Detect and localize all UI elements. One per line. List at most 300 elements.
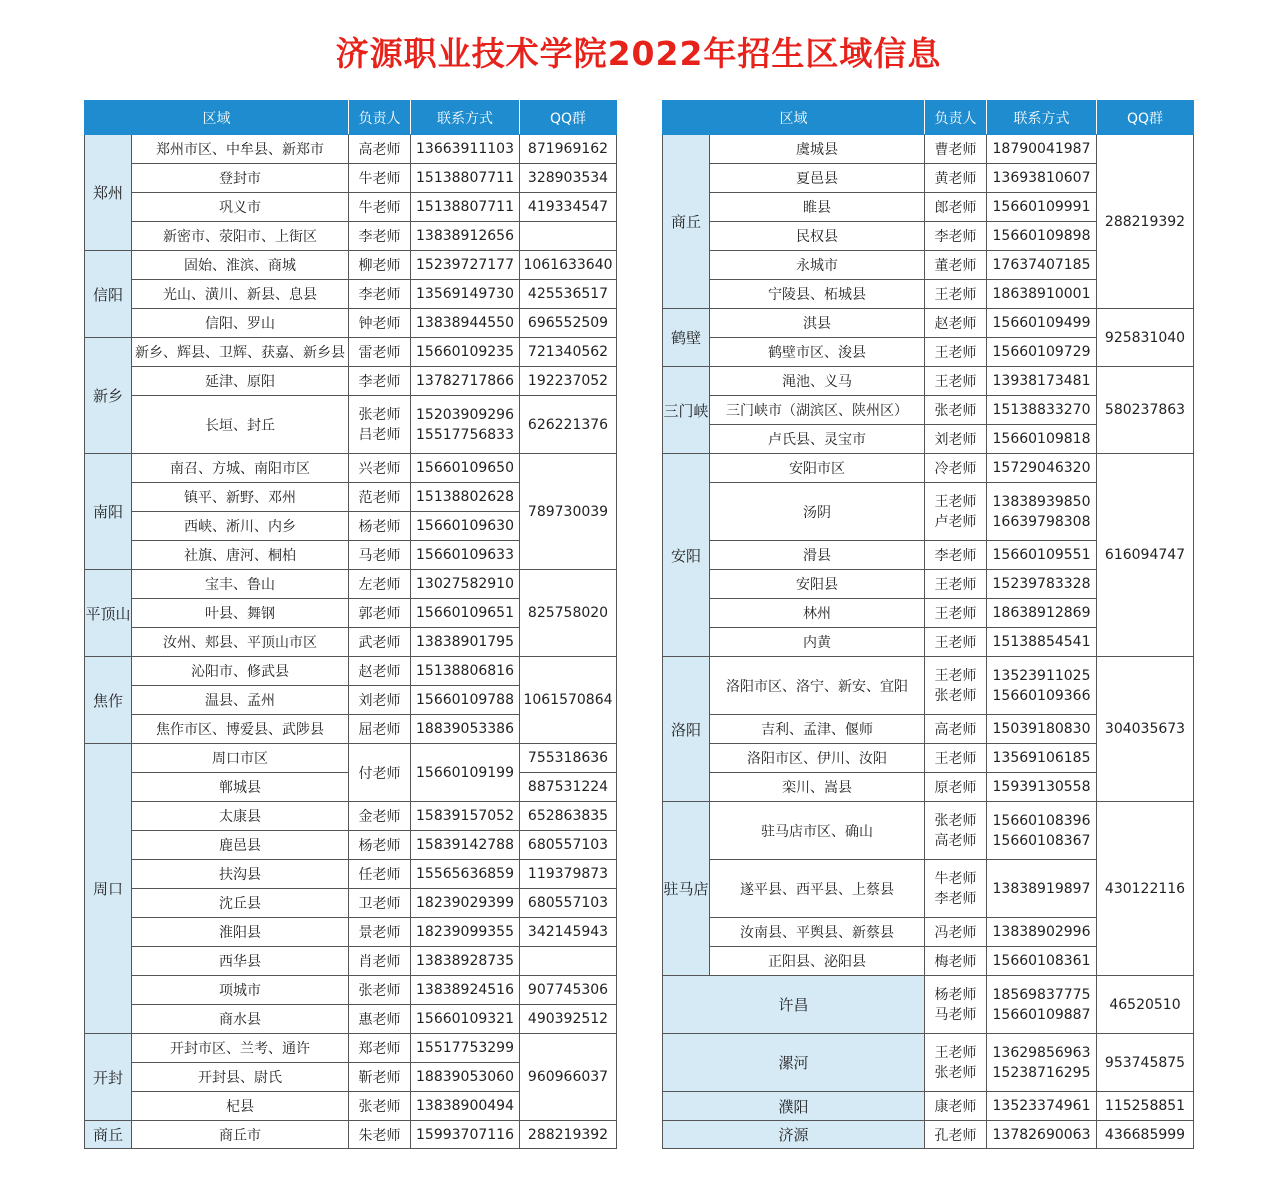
region-cell: 新乡 bbox=[85, 338, 132, 454]
qq-cell: 46520510 bbox=[1097, 976, 1194, 1034]
region-cell: 郑州 bbox=[85, 135, 132, 251]
area-cell: 西华县 bbox=[132, 947, 349, 976]
region-cell: 许昌 bbox=[663, 976, 925, 1034]
area-cell: 宁陵县、柘城县 bbox=[710, 280, 925, 309]
region-cell: 漯河 bbox=[663, 1034, 925, 1092]
phone-line: 16639798308 bbox=[992, 513, 1091, 530]
person-cell: 肖老师 bbox=[349, 947, 411, 976]
header-contact: 联系方式 bbox=[987, 101, 1097, 135]
phone-cell: 15138833270 bbox=[987, 396, 1097, 425]
phone-cell: 13838944550 bbox=[411, 309, 520, 338]
qq-cell: 953745875 bbox=[1097, 1034, 1194, 1092]
qq-cell: 721340562 bbox=[520, 338, 617, 367]
phone-line: 15660109887 bbox=[992, 1006, 1091, 1023]
phone-line: 15660108367 bbox=[992, 832, 1091, 849]
phone-cell bbox=[987, 976, 1097, 1034]
person-cell: 刘老师 bbox=[925, 425, 987, 454]
person-cell: 郭老师 bbox=[349, 599, 411, 628]
person-cell bbox=[925, 860, 987, 918]
person-line: 王老师 bbox=[934, 493, 977, 510]
person-cell: 兴老师 bbox=[349, 454, 411, 483]
phone-cell: 13838919897 bbox=[987, 860, 1097, 918]
qq-cell: 616094747 bbox=[1097, 454, 1194, 657]
phone-cell bbox=[411, 396, 520, 454]
region-cell: 安阳 bbox=[663, 454, 710, 657]
region-cell: 南阳 bbox=[85, 454, 132, 570]
person-cell: 郎老师 bbox=[925, 193, 987, 222]
person-cell: 钟老师 bbox=[349, 309, 411, 338]
qq-cell: 680557103 bbox=[520, 831, 617, 860]
phone-line: 15660108396 bbox=[992, 812, 1091, 829]
qq-cell: 925831040 bbox=[1097, 309, 1194, 367]
phone-cell: 13782690063 bbox=[987, 1121, 1097, 1149]
person-cell: 景老师 bbox=[349, 918, 411, 947]
region-cell: 鹤壁 bbox=[663, 309, 710, 367]
qq-cell: 288219392 bbox=[1097, 135, 1194, 309]
region-cell: 周口 bbox=[85, 744, 132, 1034]
person-cell: 卫老师 bbox=[349, 889, 411, 918]
phone-cell: 18839053386 bbox=[411, 715, 520, 744]
phone-cell: 15660109499 bbox=[987, 309, 1097, 338]
phone-line: 18569837775 bbox=[992, 986, 1091, 1003]
person-cell: 张老师 bbox=[349, 976, 411, 1005]
table-row bbox=[663, 802, 1194, 860]
person-cell: 冯老师 bbox=[925, 918, 987, 947]
phone-line: 13838939850 bbox=[992, 493, 1091, 510]
table-row bbox=[663, 309, 1194, 338]
person-line: 张老师 bbox=[934, 812, 977, 829]
table-row bbox=[85, 1005, 617, 1034]
phone-cell: 15138807711 bbox=[411, 164, 520, 193]
table-row bbox=[85, 657, 617, 686]
area-cell: 淇县 bbox=[710, 309, 925, 338]
qq-cell bbox=[520, 947, 617, 976]
area-cell: 安阳市区 bbox=[710, 454, 925, 483]
person-cell: 武老师 bbox=[349, 628, 411, 657]
person-cell: 李老师 bbox=[349, 367, 411, 396]
table-row bbox=[85, 396, 617, 454]
area-cell: 汝南县、平舆县、新蔡县 bbox=[710, 918, 925, 947]
qq-cell: 430122116 bbox=[1097, 802, 1194, 976]
region-cell: 商丘 bbox=[85, 1121, 132, 1149]
qq-cell: 789730039 bbox=[520, 454, 617, 570]
phone-cell: 15660109898 bbox=[987, 222, 1097, 251]
qq-cell: 288219392 bbox=[520, 1121, 617, 1149]
area-cell: 南召、方城、南阳市区 bbox=[132, 454, 349, 483]
person-line: 吕老师 bbox=[358, 426, 401, 443]
area-cell: 睢县 bbox=[710, 193, 925, 222]
area-cell: 商丘市 bbox=[132, 1121, 349, 1149]
area-cell: 新密市、荥阳市、上街区 bbox=[132, 222, 349, 251]
person-cell: 朱老师 bbox=[349, 1121, 411, 1149]
area-cell: 延津、原阳 bbox=[132, 367, 349, 396]
qq-cell: 119379873 bbox=[520, 860, 617, 889]
qq-cell: 1061633640 bbox=[520, 251, 617, 280]
area-cell: 郑州市区、中牟县、新郑市 bbox=[132, 135, 349, 164]
area-cell: 焦作市区、博爱县、武陟县 bbox=[132, 715, 349, 744]
phone-cell: 15039180830 bbox=[987, 715, 1097, 744]
table-row bbox=[85, 918, 617, 947]
phone-cell bbox=[987, 802, 1097, 860]
phone-cell: 15660109991 bbox=[987, 193, 1097, 222]
person-cell: 李老师 bbox=[925, 541, 987, 570]
region-cell: 平顶山 bbox=[85, 570, 132, 657]
table-row bbox=[85, 222, 617, 251]
qq-cell: 960966037 bbox=[520, 1034, 617, 1121]
table-row bbox=[85, 947, 617, 976]
person-cell: 李老师 bbox=[925, 222, 987, 251]
phone-cell: 15839157052 bbox=[411, 802, 520, 831]
area-cell: 固始、淮滨、商城 bbox=[132, 251, 349, 280]
qq-cell: 192237052 bbox=[520, 367, 617, 396]
person-cell: 杨老师 bbox=[349, 831, 411, 860]
phone-cell: 13838901795 bbox=[411, 628, 520, 657]
area-cell: 永城市 bbox=[710, 251, 925, 280]
area-cell: 驻马店市区、确山 bbox=[710, 802, 925, 860]
person-cell: 靳老师 bbox=[349, 1063, 411, 1092]
person-cell: 王老师 bbox=[925, 744, 987, 773]
person-cell bbox=[925, 802, 987, 860]
area-cell: 杞县 bbox=[132, 1092, 349, 1121]
person-cell: 梅老师 bbox=[925, 947, 987, 976]
phone-line: 13629856963 bbox=[992, 1044, 1091, 1061]
person-line: 李老师 bbox=[934, 890, 977, 907]
table-row bbox=[663, 367, 1194, 396]
phone-cell: 13938173481 bbox=[987, 367, 1097, 396]
qq-cell: 419334547 bbox=[520, 193, 617, 222]
region-cell: 商丘 bbox=[663, 135, 710, 309]
person-cell: 金老师 bbox=[349, 802, 411, 831]
page-title: 济源职业技术学院2022年招生区域信息 bbox=[335, 34, 942, 73]
person-cell: 杨老师 bbox=[349, 512, 411, 541]
person-cell bbox=[925, 1034, 987, 1092]
phone-cell: 15660109729 bbox=[987, 338, 1097, 367]
area-cell: 沁阳市、修武县 bbox=[132, 657, 349, 686]
phone-cell: 13693810607 bbox=[987, 164, 1097, 193]
area-cell: 登封市 bbox=[132, 164, 349, 193]
person-line: 张老师 bbox=[358, 406, 401, 423]
person-cell: 孔老师 bbox=[925, 1121, 987, 1149]
area-cell: 叶县、舞钢 bbox=[132, 599, 349, 628]
person-cell: 王老师 bbox=[925, 367, 987, 396]
header-qq: QQ群 bbox=[520, 101, 617, 135]
person-cell: 牛老师 bbox=[349, 164, 411, 193]
qq-cell: 755318636 bbox=[520, 744, 617, 773]
area-cell: 周口市区 bbox=[132, 744, 349, 773]
header-region: 区域 bbox=[85, 101, 349, 135]
area-cell: 镇平、新野、邓州 bbox=[132, 483, 349, 512]
person-cell: 屈老师 bbox=[349, 715, 411, 744]
phone-cell: 15660109630 bbox=[411, 512, 520, 541]
area-cell: 开封市区、兰考、通许 bbox=[132, 1034, 349, 1063]
region-cell: 驻马店 bbox=[663, 802, 710, 976]
phone-cell: 13523374961 bbox=[987, 1092, 1097, 1121]
phone-cell: 15660109321 bbox=[411, 1005, 520, 1034]
area-cell: 商水县 bbox=[132, 1005, 349, 1034]
phone-cell: 13663911103 bbox=[411, 135, 520, 164]
header-row bbox=[663, 101, 1194, 135]
area-cell: 项城市 bbox=[132, 976, 349, 1005]
area-cell: 内黄 bbox=[710, 628, 925, 657]
phone-cell bbox=[987, 483, 1097, 541]
person-cell bbox=[925, 976, 987, 1034]
phone-cell: 18239099355 bbox=[411, 918, 520, 947]
person-cell: 董老师 bbox=[925, 251, 987, 280]
phone-cell: 18638912869 bbox=[987, 599, 1097, 628]
person-cell: 李老师 bbox=[349, 280, 411, 309]
person-cell: 康老师 bbox=[925, 1092, 987, 1121]
header-region: 区域 bbox=[663, 101, 925, 135]
phone-cell: 15660109199 bbox=[411, 744, 520, 802]
person-cell: 范老师 bbox=[349, 483, 411, 512]
phone-cell: 13838928735 bbox=[411, 947, 520, 976]
person-cell: 刘老师 bbox=[349, 686, 411, 715]
area-cell: 鹤壁市区、浚县 bbox=[710, 338, 925, 367]
region-cell: 信阳 bbox=[85, 251, 132, 338]
phone-cell: 15138807711 bbox=[411, 193, 520, 222]
person-cell: 雷老师 bbox=[349, 338, 411, 367]
person-cell: 郑老师 bbox=[349, 1034, 411, 1063]
phone-cell: 13027582910 bbox=[411, 570, 520, 599]
phone-cell: 17637407185 bbox=[987, 251, 1097, 280]
area-cell: 洛阳市区、伊川、汝阳 bbox=[710, 744, 925, 773]
area-cell: 长垣、封丘 bbox=[132, 396, 349, 454]
person-cell bbox=[925, 657, 987, 715]
phone-cell: 15517753299 bbox=[411, 1034, 520, 1063]
table-row bbox=[85, 889, 617, 918]
qq-cell: 680557103 bbox=[520, 889, 617, 918]
phone-line: 13523911025 bbox=[992, 667, 1091, 684]
phone-cell: 15660109788 bbox=[411, 686, 520, 715]
area-cell: 开封县、尉氏 bbox=[132, 1063, 349, 1092]
area-cell: 栾川、嵩县 bbox=[710, 773, 925, 802]
area-cell: 郸城县 bbox=[132, 773, 349, 802]
person-cell: 柳老师 bbox=[349, 251, 411, 280]
qq-cell: 425536517 bbox=[520, 280, 617, 309]
person-line: 高老师 bbox=[934, 832, 977, 849]
table-row bbox=[663, 657, 1194, 715]
person-cell: 王老师 bbox=[925, 628, 987, 657]
person-cell: 高老师 bbox=[349, 135, 411, 164]
qq-cell: 626221376 bbox=[520, 396, 617, 454]
table-row bbox=[663, 1121, 1194, 1149]
person-cell: 张老师 bbox=[925, 396, 987, 425]
phone-line: 15238716295 bbox=[992, 1064, 1091, 1081]
person-cell: 付老师 bbox=[349, 744, 411, 802]
phone-cell: 15939130558 bbox=[987, 773, 1097, 802]
person-cell: 张老师 bbox=[349, 1092, 411, 1121]
area-cell: 卢氏县、灵宝市 bbox=[710, 425, 925, 454]
phone-cell: 13782717866 bbox=[411, 367, 520, 396]
header-person: 负责人 bbox=[349, 101, 411, 135]
qq-cell: 328903534 bbox=[520, 164, 617, 193]
phone-cell: 18839053060 bbox=[411, 1063, 520, 1092]
area-cell: 鹿邑县 bbox=[132, 831, 349, 860]
qq-cell: 887531224 bbox=[520, 773, 617, 802]
area-cell: 新乡、辉县、卫辉、获嘉、新乡县 bbox=[132, 338, 349, 367]
phone-cell: 15239783328 bbox=[987, 570, 1097, 599]
phone-cell: 15138802628 bbox=[411, 483, 520, 512]
area-cell: 温县、孟州 bbox=[132, 686, 349, 715]
person-line: 王老师 bbox=[934, 667, 977, 684]
person-cell: 牛老师 bbox=[349, 193, 411, 222]
table-row bbox=[85, 454, 617, 483]
phone-cell: 15839142788 bbox=[411, 831, 520, 860]
person-line: 卢老师 bbox=[934, 513, 977, 530]
header-contact: 联系方式 bbox=[411, 101, 520, 135]
phone-cell: 13838912656 bbox=[411, 222, 520, 251]
phone-cell: 15138806816 bbox=[411, 657, 520, 686]
qq-cell: 871969162 bbox=[520, 135, 617, 164]
phone-cell: 13838900494 bbox=[411, 1092, 520, 1121]
person-cell: 赵老师 bbox=[349, 657, 411, 686]
region-cell: 三门峡 bbox=[663, 367, 710, 454]
qq-cell: 696552509 bbox=[520, 309, 617, 338]
qq-cell: 115258851 bbox=[1097, 1092, 1194, 1121]
area-cell: 宝丰、鲁山 bbox=[132, 570, 349, 599]
area-cell: 正阳县、泌阳县 bbox=[710, 947, 925, 976]
qq-cell: 490392512 bbox=[520, 1005, 617, 1034]
header-person: 负责人 bbox=[925, 101, 987, 135]
table-row bbox=[85, 367, 617, 396]
table-row bbox=[663, 454, 1194, 483]
area-cell: 虞城县 bbox=[710, 135, 925, 164]
table-row bbox=[663, 976, 1194, 1034]
right-region-table bbox=[662, 100, 1194, 1149]
qq-cell: 304035673 bbox=[1097, 657, 1194, 802]
phone-cell: 15729046320 bbox=[987, 454, 1097, 483]
qq-cell: 652863835 bbox=[520, 802, 617, 831]
person-cell: 曹老师 bbox=[925, 135, 987, 164]
person-line: 马老师 bbox=[934, 1006, 977, 1023]
header-row bbox=[85, 101, 617, 135]
area-cell: 夏邑县 bbox=[710, 164, 925, 193]
phone-cell: 15660109651 bbox=[411, 599, 520, 628]
area-cell: 太康县 bbox=[132, 802, 349, 831]
person-cell: 王老师 bbox=[925, 338, 987, 367]
area-cell: 三门峡市（湖滨区、陕州区） bbox=[710, 396, 925, 425]
left-region-table bbox=[84, 100, 617, 1149]
region-cell: 濮阳 bbox=[663, 1092, 925, 1121]
phone-cell: 15660109650 bbox=[411, 454, 520, 483]
table-row bbox=[85, 193, 617, 222]
table-row bbox=[85, 164, 617, 193]
area-cell: 汤阴 bbox=[710, 483, 925, 541]
person-cell: 左老师 bbox=[349, 570, 411, 599]
person-line: 杨老师 bbox=[934, 986, 977, 1003]
area-cell: 民权县 bbox=[710, 222, 925, 251]
area-cell: 社旗、唐河、桐柏 bbox=[132, 541, 349, 570]
phone-line: 15203909296 bbox=[416, 406, 514, 423]
table-row bbox=[85, 744, 617, 773]
phone-cell: 15993707116 bbox=[411, 1121, 520, 1149]
table-row bbox=[85, 831, 617, 860]
area-cell: 滑县 bbox=[710, 541, 925, 570]
phone-cell: 18638910001 bbox=[987, 280, 1097, 309]
person-cell: 马老师 bbox=[349, 541, 411, 570]
phone-cell: 15138854541 bbox=[987, 628, 1097, 657]
phone-cell: 13569106185 bbox=[987, 744, 1097, 773]
phone-cell: 15660109818 bbox=[987, 425, 1097, 454]
phone-cell: 18239029399 bbox=[411, 889, 520, 918]
person-cell bbox=[925, 483, 987, 541]
table-row bbox=[85, 570, 617, 599]
phone-cell: 13838924516 bbox=[411, 976, 520, 1005]
area-cell: 信阳、罗山 bbox=[132, 309, 349, 338]
area-cell: 林州 bbox=[710, 599, 925, 628]
person-cell: 冷老师 bbox=[925, 454, 987, 483]
table-row bbox=[85, 135, 617, 164]
person-cell: 赵老师 bbox=[925, 309, 987, 338]
phone-cell: 15660109551 bbox=[987, 541, 1097, 570]
phone-cell: 15660109633 bbox=[411, 541, 520, 570]
phone-cell: 15565636859 bbox=[411, 860, 520, 889]
region-cell: 焦作 bbox=[85, 657, 132, 744]
qq-cell bbox=[520, 222, 617, 251]
person-cell: 任老师 bbox=[349, 860, 411, 889]
area-cell: 洛阳市区、洛宁、新安、宜阳 bbox=[710, 657, 925, 715]
person-cell: 高老师 bbox=[925, 715, 987, 744]
qq-cell: 436685999 bbox=[1097, 1121, 1194, 1149]
phone-cell bbox=[987, 1034, 1097, 1092]
area-cell: 汝州、郏县、平顶山市区 bbox=[132, 628, 349, 657]
region-cell: 济源 bbox=[663, 1121, 925, 1149]
area-cell: 西峡、淅川、内乡 bbox=[132, 512, 349, 541]
table-row bbox=[663, 1092, 1194, 1121]
phone-cell: 18790041987 bbox=[987, 135, 1097, 164]
phone-cell: 13838902996 bbox=[987, 918, 1097, 947]
person-line: 牛老师 bbox=[934, 870, 977, 887]
person-cell: 原老师 bbox=[925, 773, 987, 802]
phone-cell: 13569149730 bbox=[411, 280, 520, 309]
person-line: 张老师 bbox=[934, 1064, 977, 1081]
region-cell: 洛阳 bbox=[663, 657, 710, 802]
table-row bbox=[663, 135, 1194, 164]
table-row bbox=[85, 860, 617, 889]
phone-line: 15517756833 bbox=[416, 426, 514, 443]
header-qq: QQ群 bbox=[1097, 101, 1194, 135]
area-cell: 巩义市 bbox=[132, 193, 349, 222]
person-cell: 黄老师 bbox=[925, 164, 987, 193]
table-row bbox=[85, 1121, 617, 1149]
person-cell bbox=[349, 396, 411, 454]
area-cell: 遂平县、西平县、上蔡县 bbox=[710, 860, 925, 918]
phone-cell: 15660109235 bbox=[411, 338, 520, 367]
person-line: 张老师 bbox=[934, 687, 977, 704]
phone-cell bbox=[987, 657, 1097, 715]
qq-cell: 342145943 bbox=[520, 918, 617, 947]
area-cell: 沈丘县 bbox=[132, 889, 349, 918]
person-line: 王老师 bbox=[934, 1044, 977, 1061]
person-cell: 李老师 bbox=[349, 222, 411, 251]
area-cell: 光山、潢川、新县、息县 bbox=[132, 280, 349, 309]
qq-cell: 825758020 bbox=[520, 570, 617, 657]
area-cell: 吉利、孟津、偃师 bbox=[710, 715, 925, 744]
area-cell: 扶沟县 bbox=[132, 860, 349, 889]
table-row bbox=[85, 1034, 617, 1063]
table-row bbox=[85, 280, 617, 309]
table-row bbox=[663, 1034, 1194, 1092]
table-row bbox=[85, 309, 617, 338]
table-row bbox=[85, 338, 617, 367]
phone-line: 15660109366 bbox=[992, 687, 1091, 704]
area-cell: 淮阳县 bbox=[132, 918, 349, 947]
person-cell: 王老师 bbox=[925, 280, 987, 309]
qq-cell: 1061570864 bbox=[520, 657, 617, 744]
person-cell: 惠老师 bbox=[349, 1005, 411, 1034]
area-cell: 渑池、义马 bbox=[710, 367, 925, 396]
qq-cell: 907745306 bbox=[520, 976, 617, 1005]
